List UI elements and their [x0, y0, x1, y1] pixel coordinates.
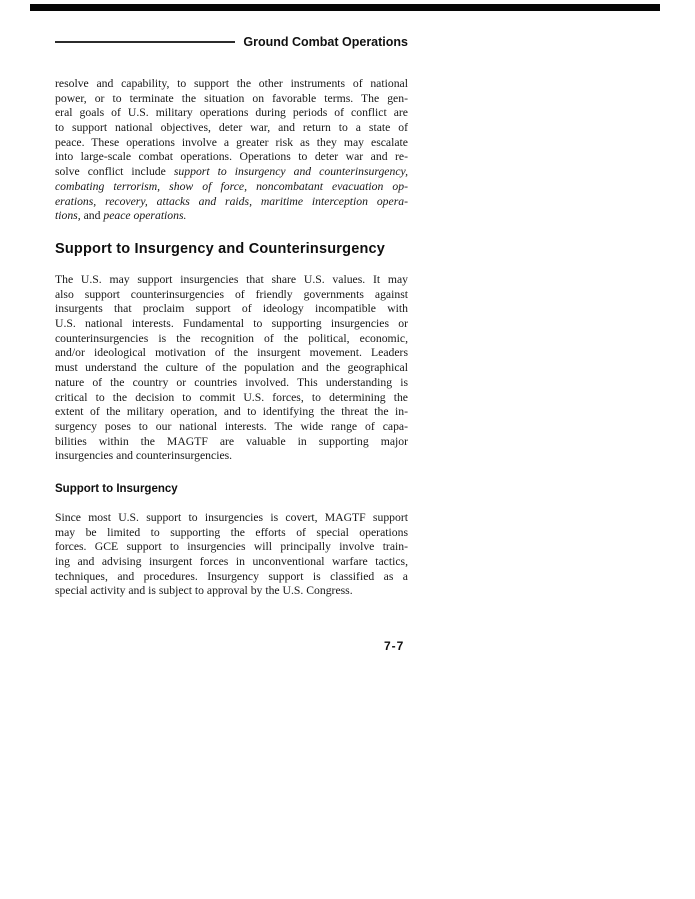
text-line: [55, 209, 408, 224]
text-segment: and: [80, 209, 104, 223]
text-line: and/or ideological motivation of the insurgent movement. Leaders: [55, 346, 408, 360]
text-line: counterinsurgencies is the recognition of the political, economic,: [55, 331, 408, 345]
text-segment-italic: tions,: [55, 209, 81, 223]
text-line: techniques, and procedures. Insurgency support is classified as a: [55, 569, 408, 583]
text-line: must understand the culture of the population and the geographical: [55, 361, 408, 375]
text-line: U.S. national interests. Fundamental to supporting insurgencies or: [55, 317, 408, 331]
text-line: The U.S. may support insurgencies that share U.S. values. It may: [55, 273, 408, 286]
text-line: to support national objectives, deter war, and return to a state of: [55, 121, 408, 135]
scan-artifact-bar: [30, 4, 660, 11]
page-number: 7-7: [384, 639, 405, 653]
text-line: forces. GCE support to insurgencies will principally involve train-: [55, 540, 408, 554]
text-line: critical to the decision to commit U.S. forces, to determining the: [55, 390, 408, 404]
text-line: nature of the country or countries involved. This understanding is: [55, 375, 408, 389]
text-line: erations, recovery, attacks and raids, maritime interception opera-: [55, 194, 408, 208]
text-line: also support counterinsurgencies of friendly governments against: [55, 287, 408, 301]
subsection-heading: Support to Insurgency: [55, 483, 178, 495]
text-segment-italic: support to insurgency and counterinsurgency,: [173, 165, 408, 179]
text-line: insurgents that proclaim support of ideology incompatible with: [55, 302, 408, 316]
text-line: combating terrorism, show of force, noncombatant evacuation op-: [55, 179, 408, 193]
section-heading: Support to Insurgency and Counterinsurgency: [55, 241, 386, 257]
text-segment-italic: peace operations.: [103, 209, 187, 223]
text-line: power, or to terminate the situation on favorable terms. The gen-: [55, 91, 408, 105]
text-line: Since most U.S. support to insurgencies is covert, MAGTF support: [55, 511, 408, 524]
text-line: resolve and capability, to support the other instruments of national: [55, 77, 408, 90]
text-line: eral goals of U.S. military operations during periods of conflict are: [55, 106, 408, 120]
text-line: ing and advising insurgent forces in unconventional warfare tactics,: [55, 555, 408, 569]
header-rule: [55, 41, 235, 43]
text-line: surgency poses to our national interests. The wide range of capa-: [55, 419, 408, 433]
header-title: Ground Combat Operations: [243, 35, 408, 49]
text-line: extent of the military operation, and to identifying the threat the in-: [55, 405, 408, 419]
section-paragraph: [55, 273, 408, 464]
text-line: peace. These operations involve a greater risk as they may escalate: [55, 135, 408, 149]
running-header: [55, 35, 408, 49]
text-line: into large-scale combat operations. Operations to deter war and re-: [55, 150, 408, 164]
text-line: special activity and is subject to approval by the U.S. Congress.: [55, 584, 353, 598]
text-line: bilities within the MAGTF are valuable in supporting major: [55, 434, 408, 448]
subsection-paragraph: [55, 511, 408, 599]
text-line: insurgencies and counterinsurgencies.: [55, 449, 233, 463]
text-line: [55, 165, 408, 180]
text-segment: solve conflict include: [55, 165, 174, 179]
text-line: may be limited to supporting the efforts of special operations: [55, 525, 408, 539]
intro-paragraph: [55, 77, 408, 224]
